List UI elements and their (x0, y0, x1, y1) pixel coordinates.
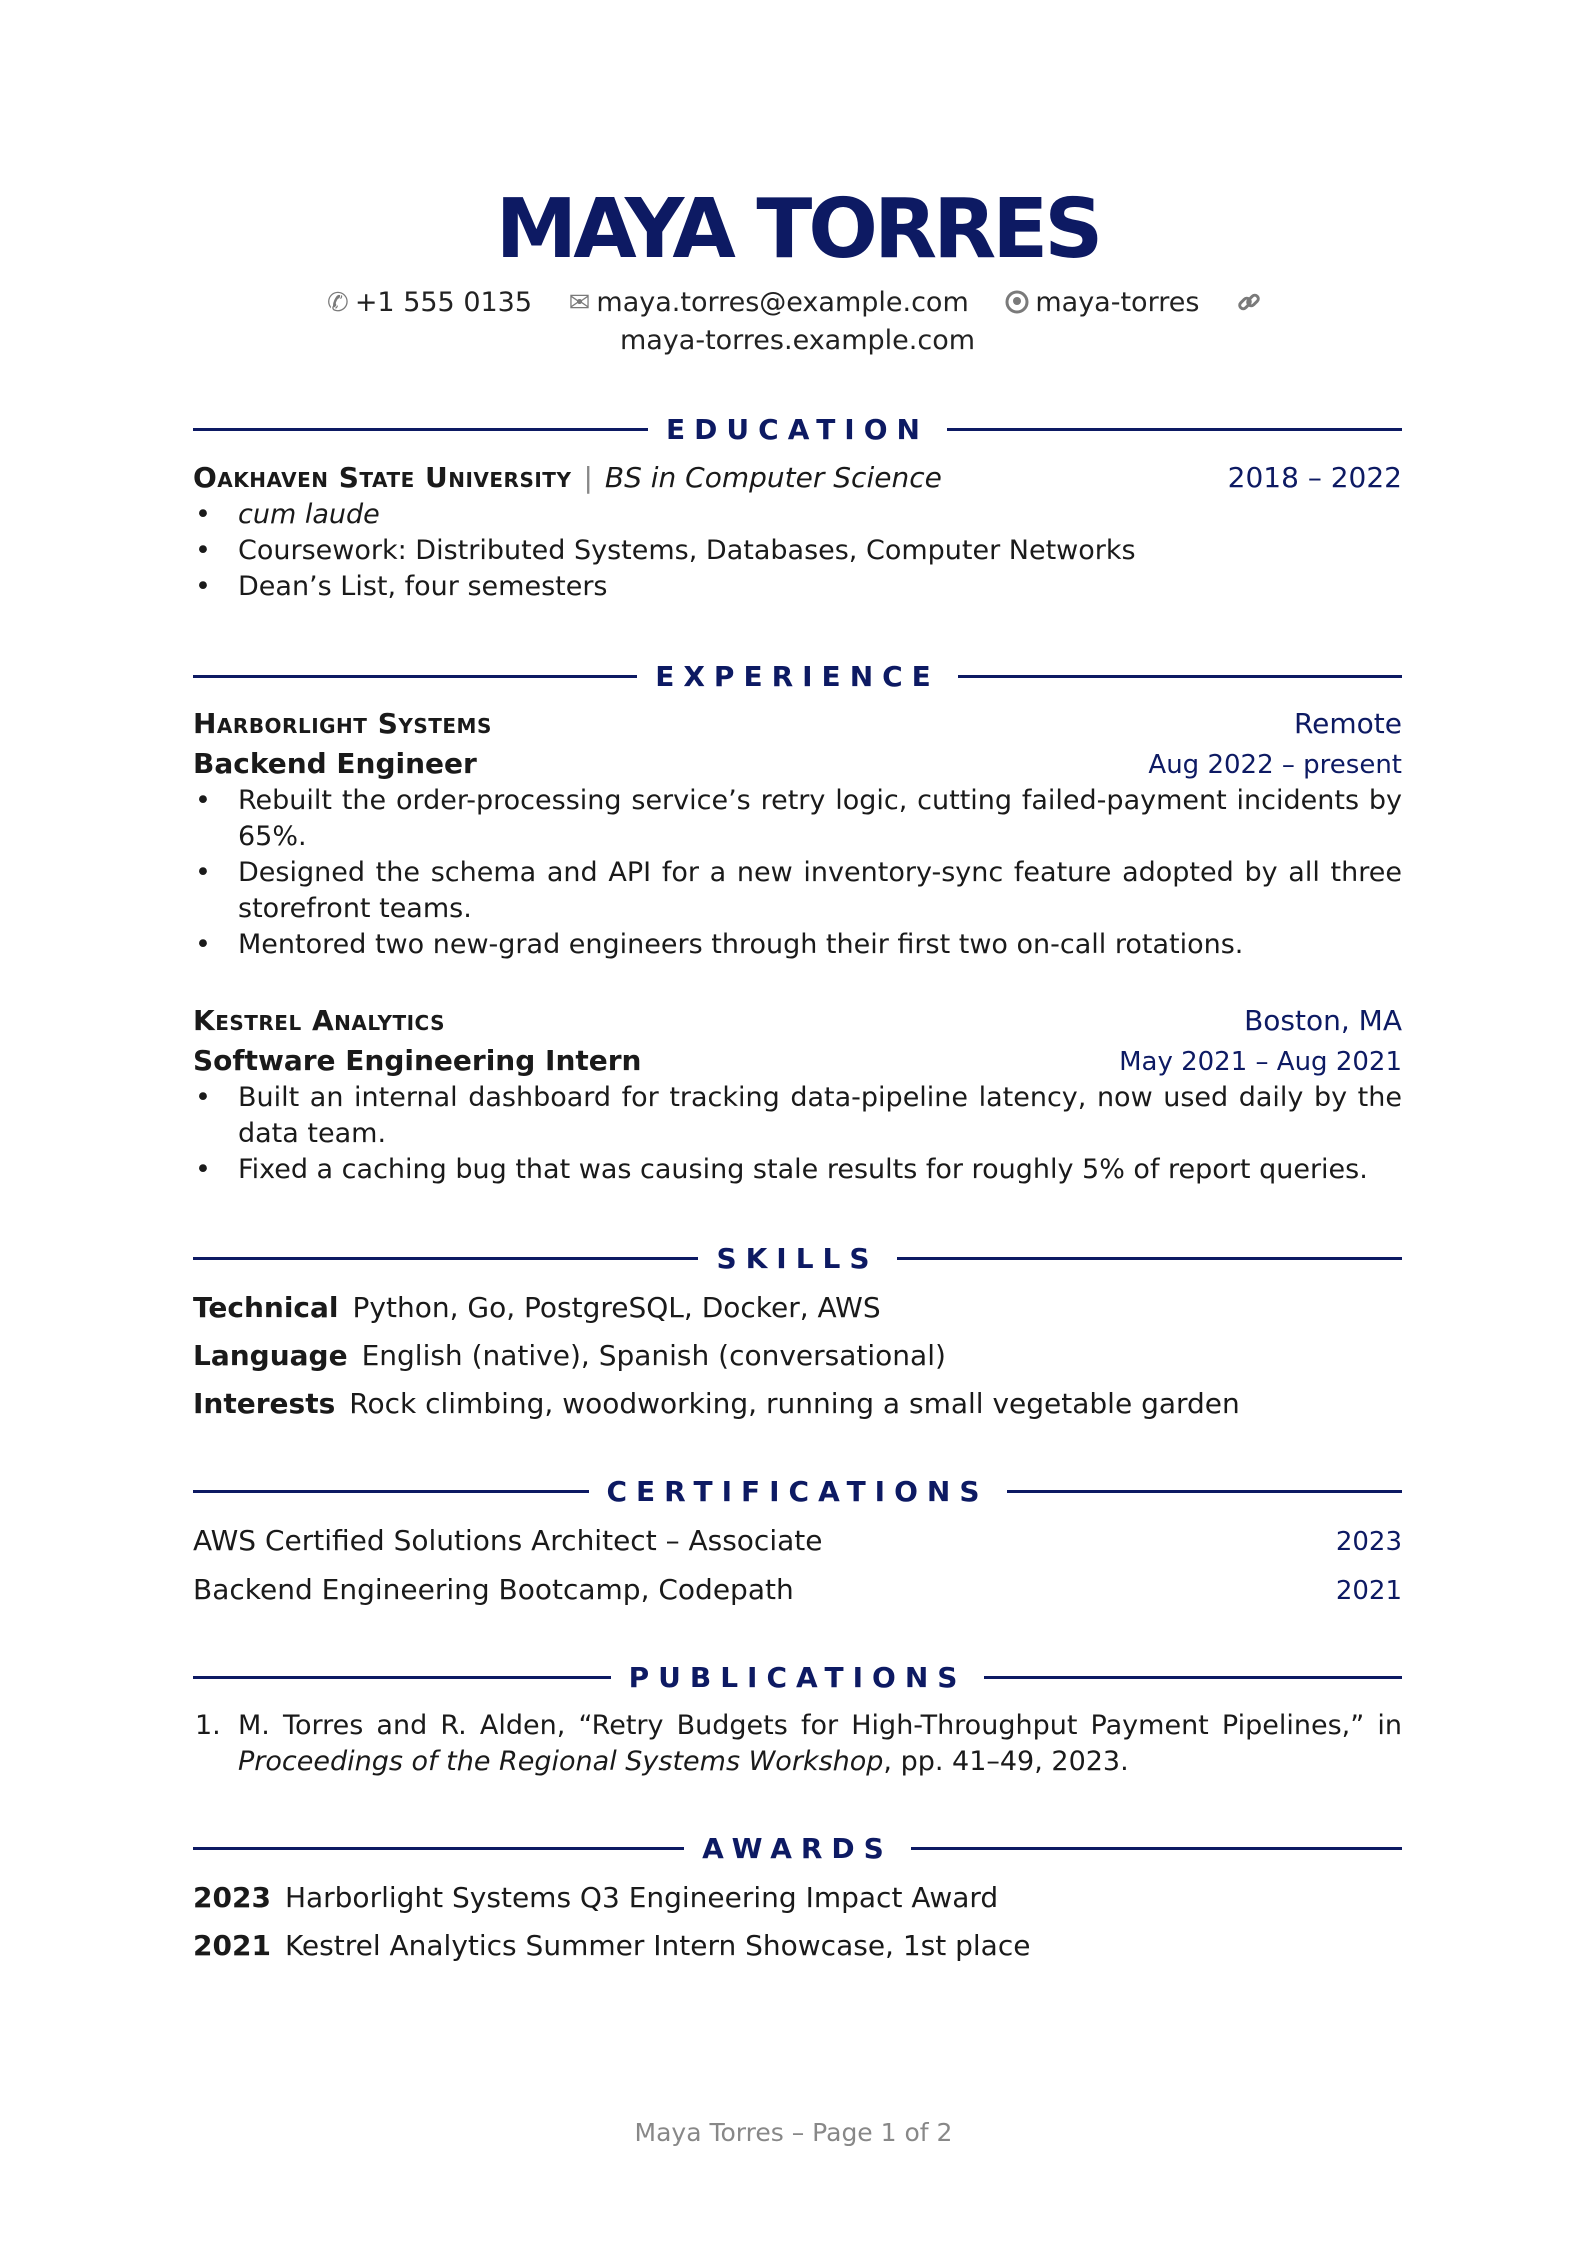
job-role-row (193, 746, 1402, 782)
section-title: AWARDS (702, 1831, 893, 1865)
education-bullets (193, 497, 1402, 605)
list-item: • Designed the schema and API for a new inventory-sync feature adopted by all three storefront teams. (193, 855, 1402, 927)
job-dates: May 2021 – Aug 2021 (1119, 1047, 1402, 1077)
job-company-row (193, 706, 1402, 742)
job-company-row (193, 1003, 1402, 1039)
job-role: Software Engineering Intern (193, 1044, 642, 1077)
skill-row (193, 1290, 1402, 1326)
section-rule (958, 675, 1402, 678)
page-footer: Maya Torres – Page 1 of 2 (634, 2118, 953, 2147)
section-header-publications (193, 1657, 1402, 1697)
section-header-certifications (193, 1471, 1402, 1511)
list-item: • cum laude (193, 497, 1402, 533)
education-row (193, 460, 1402, 496)
list-item: • Rebuilt the order-processing service’s retry logic, cutting failed-payment incidents by 65%. (193, 783, 1402, 855)
publication-item (193, 1708, 1402, 1780)
certification-row (193, 1523, 1402, 1559)
section-rule (193, 1490, 589, 1493)
certification-name: Backend Engineering Bootcamp, Codepath (193, 1573, 794, 1606)
company-name: Kestrel Analytics (193, 1004, 445, 1037)
link-item[interactable] (1236, 287, 1268, 318)
certification-name: AWS Certified Solutions Architect – Associate (193, 1524, 823, 1557)
link-icon (1236, 284, 1262, 322)
job-bullets (193, 1080, 1402, 1188)
website-text[interactable]: maya-torres.example.com (619, 325, 976, 356)
section-rule (193, 1847, 684, 1850)
phone-icon: ✆ (327, 288, 349, 318)
separator: | (583, 461, 593, 494)
section-rule (193, 1257, 698, 1260)
job-location: Remote (1293, 707, 1402, 740)
section-rule (911, 1847, 1402, 1850)
list-item: • Mentored two new-grad engineers through their first two on-call rotations. (193, 927, 1402, 963)
github-icon (1005, 284, 1029, 322)
contact-line (193, 284, 1402, 360)
job-bullets (193, 783, 1402, 963)
award-year: 2023 (193, 1881, 271, 1914)
section-title: SKILLS (716, 1241, 879, 1275)
section-title: EDUCATION (666, 412, 929, 446)
phone-item[interactable] (327, 287, 541, 318)
list-item: • Fixed a caching bug that was causing stale results for roughly 5% of report queries. (193, 1152, 1402, 1188)
section-header-experience (193, 656, 1402, 696)
skill-label: Interests (193, 1387, 336, 1420)
list-item: • Coursework: Distributed Systems, Databases, Computer Networks (193, 533, 1402, 569)
publication-in: in (1364, 1710, 1403, 1741)
award-year: 2021 (193, 1929, 271, 1962)
section-header-awards (193, 1828, 1402, 1868)
award-name: Harborlight Systems Q3 Engineering Impact Award (284, 1881, 999, 1914)
section-rule (193, 675, 637, 678)
github-item[interactable] (1005, 287, 1208, 318)
list-item: • Built an internal dashboard for tracking data-pipeline latency, now used daily by the data team. (193, 1080, 1402, 1152)
candidate-name: MAYA TORRES (495, 182, 1100, 277)
job-location: Boston, MA (1244, 1004, 1402, 1037)
email-item[interactable] (569, 287, 978, 318)
section-rule (984, 1676, 1402, 1679)
skill-row (193, 1386, 1402, 1422)
skill-label: Language (193, 1339, 348, 1372)
publication-body (193, 1708, 1402, 1780)
publication-authors: M. Torres and R. Alden, (238, 1710, 579, 1741)
award-name: Kestrel Analytics Summer Intern Showcase, 1st place (284, 1929, 1031, 1962)
degree: BS in Computer Science (604, 461, 942, 494)
section-header-skills (193, 1238, 1402, 1278)
publication-title: “Retry Budgets for High-Throughput Payment Pipelines,” (578, 1710, 1365, 1741)
job-role-row (193, 1043, 1402, 1079)
envelope-icon: ✉ (568, 288, 591, 318)
skill-value: English (native), Spanish (conversational) (361, 1339, 946, 1372)
skill-value: Rock climbing, woodworking, running a small vegetable garden (349, 1387, 1240, 1420)
job-dates: Aug 2022 – present (1148, 750, 1402, 780)
section-rule (1007, 1490, 1403, 1493)
award-row (193, 1928, 1402, 1964)
certification-year: 2023 (1335, 1527, 1402, 1557)
section-rule (193, 428, 648, 431)
publication-rest: , pp. 41–49, 2023. (883, 1746, 1129, 1777)
company-name: Harborlight Systems (193, 707, 492, 740)
section-rule (947, 428, 1402, 431)
section-header-education (193, 409, 1402, 449)
section-title: PUBLICATIONS (628, 1660, 967, 1694)
publication-venue: Proceedings of the Regional Systems Workshop (238, 1746, 884, 1777)
job-role: Backend Engineer (193, 747, 477, 780)
skill-row (193, 1338, 1402, 1374)
list-item: • Dean’s List, four semesters (193, 569, 1402, 605)
certification-row (193, 1572, 1402, 1608)
skill-value: Python, Go, PostgreSQL, Docker, AWS (352, 1291, 881, 1324)
school-name: Oakhaven State University (193, 461, 572, 494)
github-text: maya-torres (1035, 287, 1200, 318)
section-title: CERTIFICATIONS (606, 1474, 989, 1508)
phone-text: +1 555 0135 (354, 287, 533, 318)
award-row (193, 1880, 1402, 1916)
skill-label: Technical (193, 1291, 339, 1324)
publication-number: 1. (195, 1710, 221, 1741)
section-title: EXPERIENCE (655, 659, 940, 693)
section-rule (897, 1257, 1402, 1260)
email-text: maya.torres@example.com (596, 287, 969, 318)
education-dates: 2018 – 2022 (1227, 461, 1402, 494)
education-left (193, 460, 942, 496)
certification-year: 2021 (1335, 1576, 1402, 1606)
section-rule (193, 1676, 611, 1679)
